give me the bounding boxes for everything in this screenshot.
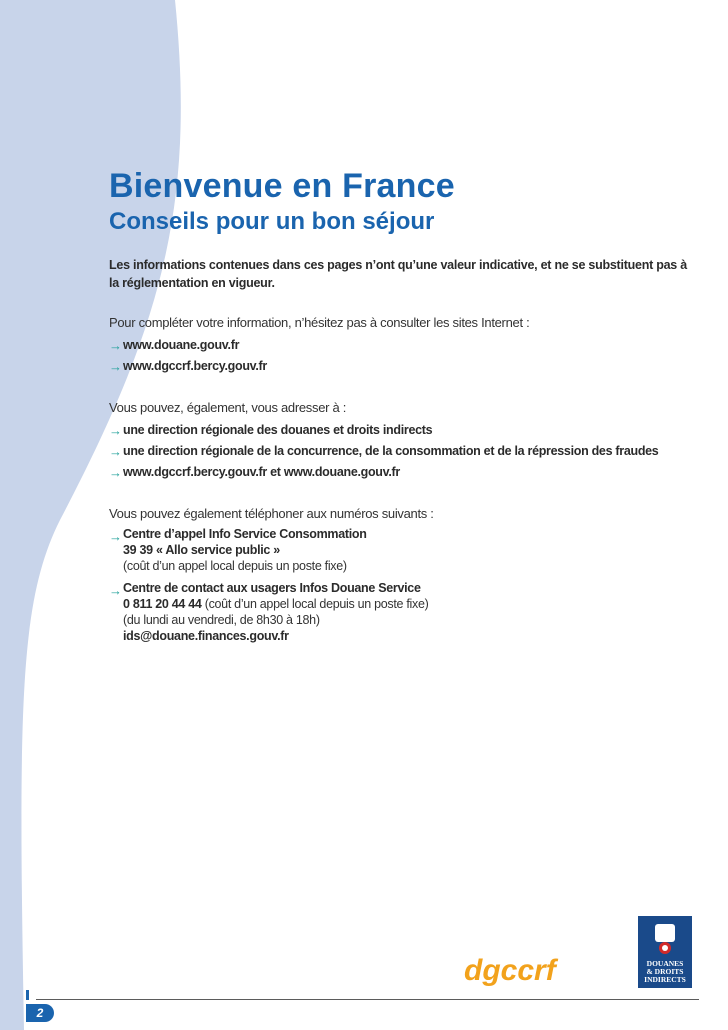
arrow-right-icon: → [109,359,122,374]
consommation-name: Centre d’appel Info Service Consommation [123,527,367,541]
dgccrf-logo [462,952,594,988]
page-subtitle: Conseils pour un bon séjour [109,208,435,235]
sites-list [109,335,699,377]
douane-name: Centre de contact aux usagers Infos Douane Service [123,581,421,595]
intro-paragraph: Les informations contenues dans ces pages n’ont qu’une valeur indicative, et ne se substituent pas à la réglementation en vigueur. [109,258,687,290]
footer-divider [36,999,699,1000]
douane-hours: (du lundi au vendredi, de 8h30 à 18h) [123,613,320,627]
list-item-douane [109,580,699,644]
arrow-right-icon: → [109,529,122,544]
arrow-right-icon: → [109,444,122,459]
douane-number[interactable]: 0 811 20 44 44 [123,597,202,611]
list-item[interactable] [109,462,699,483]
list-item: → une direction régionale de la concurrence, de la consommation et de la répression des fraudes [109,441,699,462]
sites-link[interactable]: www.dgccrf.bercy.gouv.fr et www.douane.gouv.fr [123,465,400,479]
marianne-emblem-icon [638,916,692,960]
list-item[interactable] [109,335,699,356]
contacts-lead: Vous pouvez, également, vous adresser à : [109,400,347,415]
douanes-logo: DOUANES & DROITS INDIRECTS [638,916,692,988]
arrow-right-icon: → [109,338,122,353]
page-title: Bienvenue en France [109,167,455,205]
phones-lead: Vous pouvez également téléphoner aux numéros suivants : [109,506,434,521]
main-content [109,166,699,644]
svg-text:dgccrf: dgccrf [464,954,556,987]
list-item-consommation [109,526,699,574]
phones-list [109,526,699,644]
page-number-badge: 2 [26,1004,54,1022]
contacts-list [109,420,699,483]
consommation-cost: (coût d’un appel local depuis un poste fixe) [123,559,347,573]
sites-lead: Pour compléter votre information, n’hésitez pas à consulter les sites Internet : [109,315,530,330]
list-item[interactable] [109,356,699,377]
douane-email[interactable]: ids@douane.finances.gouv.fr [123,629,289,643]
site-link[interactable]: www.douane.gouv.fr [123,338,240,352]
arrow-right-icon: → [109,583,122,598]
arrow-right-icon: → [109,423,122,438]
list-item: → une direction régionale des douanes et droits indirects [109,420,699,441]
arrow-right-icon: → [109,465,122,480]
site-link[interactable]: www.dgccrf.bercy.gouv.fr [123,359,267,373]
footer-tick [26,990,29,1000]
douane-cost: (coût d’un appel local depuis un poste fixe) [201,597,429,611]
consommation-number[interactable]: 39 39 « Allo service public » [123,543,280,557]
